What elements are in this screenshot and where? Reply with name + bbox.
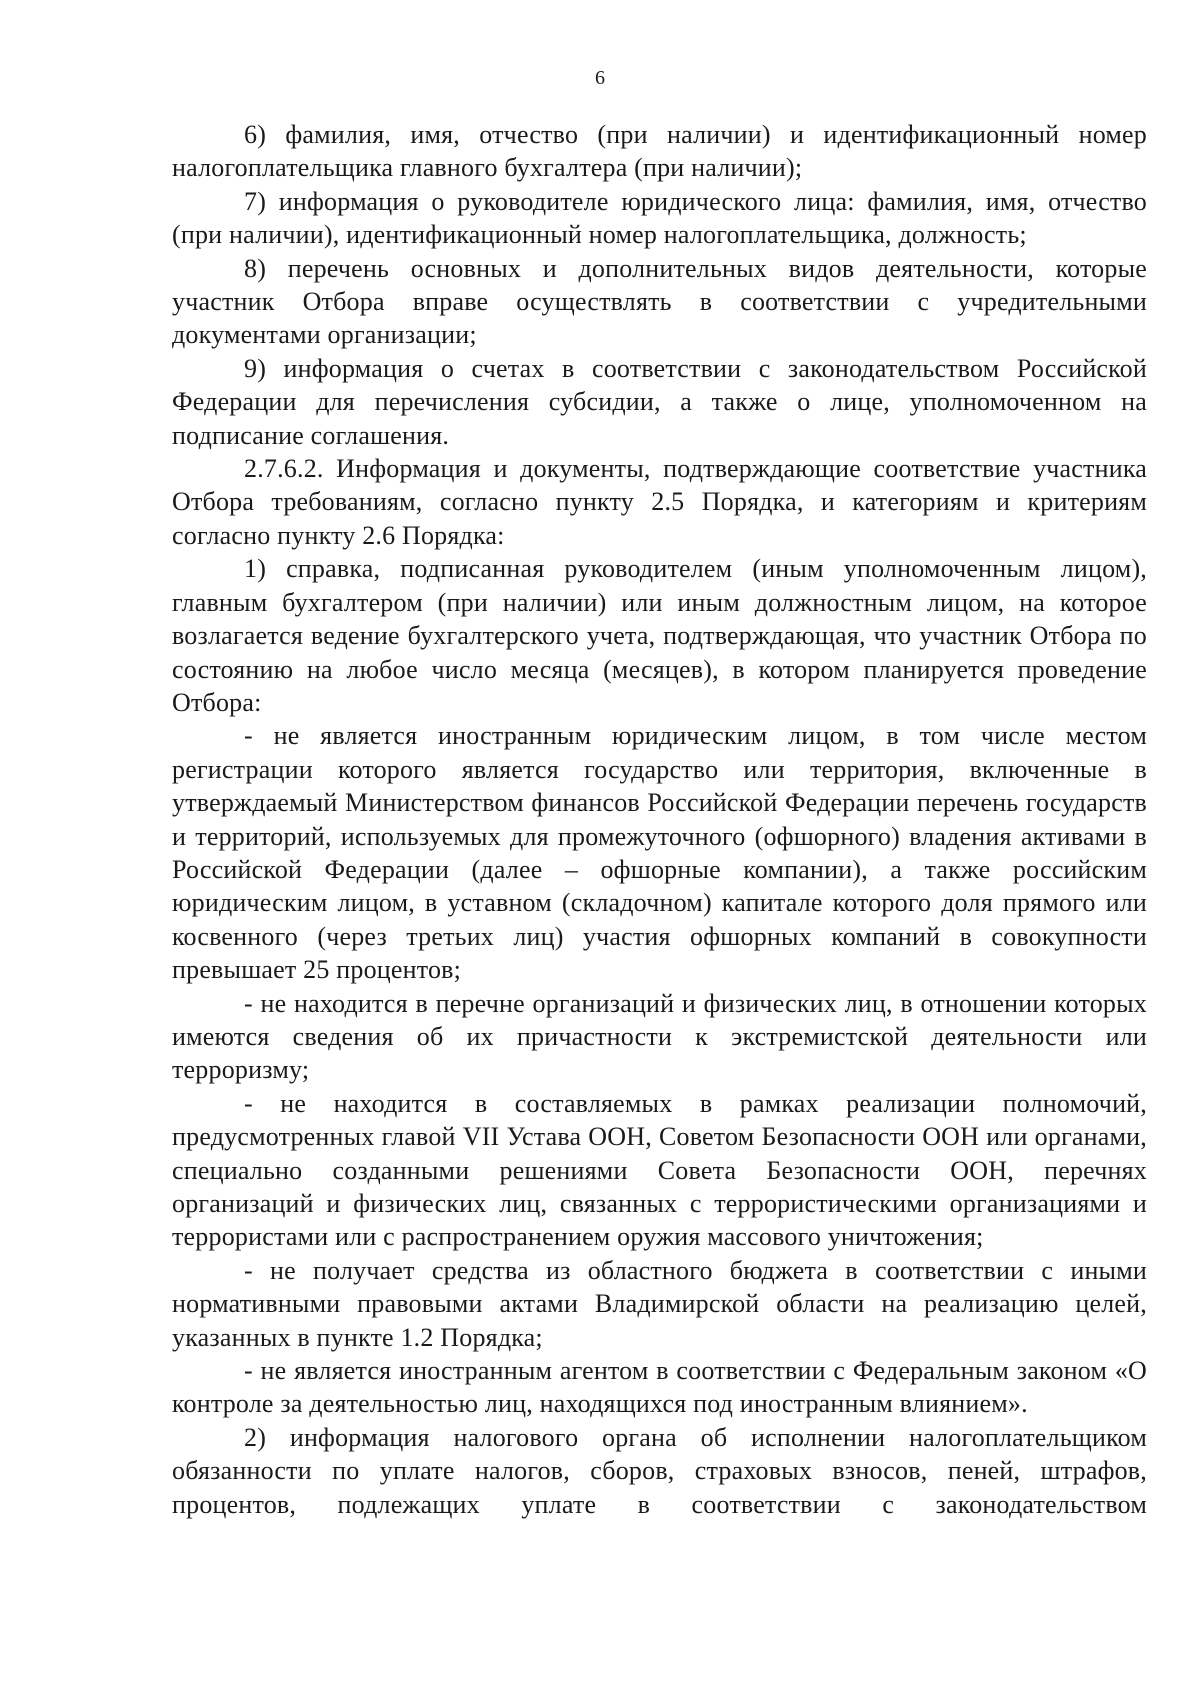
paragraph-item-1-certificate: 1) справка, подписанная руководителем (иным уполномоченным лицом), главным бухгалтером (при наличии) или иным должностным лицом, на которое возлагается ведение бухгалтерского учета, подтверждающая, что участник Отбора по состоянию на любое число месяца (месяцев), в котором планируется проведение Отбора:: [172, 554, 1147, 717]
paragraph-dash-offshore: - не является иностранным юридическим лицом, в том числе местом регистрации которого является государство или территория, включенные в утверждаемый Министерством финансов Российской Федерации перечень государств и территорий, используемых для промежуточного (офшорного) владения активами в Российской Федерации (далее – офшорные компании), а также российским юридическим лицом, в уставном (складочном) капитале которого доля прямого или косвенного (через третьих лиц) участия офшорных компаний в совокупности превышает 25 процентов;: [172, 721, 1147, 985]
paragraph-item-9: 9) информация о счетах в соответствии с законодательством Российской Федерации для перечисления субсидии, а также о лице, уполномоченном на подписание соглашения.: [172, 353, 1147, 450]
paragraph-item-6: 6) фамилия, имя, отчество (при наличии) и идентификационный номер налогоплательщика главного бухгалтера (при наличии);: [172, 120, 1147, 183]
paragraph-dash-extremism: - не находится в перечне организаций и физических лиц, в отношении которых имеются сведения об их причастности к экстремистской деятельности или терроризму;: [172, 988, 1147, 1085]
document-body: [172, 118, 1147, 1521]
paragraph-dash-un-lists: - не находится в составляемых в рамках реализации полномочий, предусмотренных главой VII Устава ООН, Советом Безопасности ООН или органами, специально созданными решениями Совета Безопасности ООН, перечнях организаций и физических лиц, связанных с террористическими организациями и террористами или с распространением оружия массового уничтожения;: [172, 1088, 1147, 1252]
paragraph-item-2-tax-info: 2) информация налогового органа об исполнении налогоплательщиком обязанности по уплате налогов, сборов, страховых взносов, пеней, штрафов, процентов, подлежащих уплате в соответствии с законодательством: [172, 1422, 1147, 1519]
paragraph-item-7: 7) информация о руководителе юридического лица: фамилия, имя, отчество (при наличии), идентификационный номер налогоплательщика, должность;: [172, 186, 1147, 250]
page-number: 6: [595, 67, 605, 89]
paragraph-dash-regional-budget: - не получает средства из областного бюджета в соответствии с иными нормативными правовыми актами Владимирской области на реализацию целей, указанных в пункте 1.2 Порядка;: [172, 1255, 1147, 1352]
paragraph-dash-foreign-agent: - не является иностранным агентом в соответствии с Федеральным законом «О контроле за деятельностью лиц, находящихся под иностранным влиянием».: [172, 1356, 1147, 1419]
paragraph-item-8: 8) перечень основных и дополнительных видов деятельности, которые участник Отбора вправе осуществлять в соответствии с учредительными документами организации;: [172, 253, 1147, 350]
paragraph-section-2-7-6-2: 2.7.6.2. Информация и документы, подтверждающие соответствие участника Отбора требованиям, согласно пункту 2.5 Порядка, и категориям и критериям согласно пункту 2.6 Порядка:: [172, 454, 1147, 550]
